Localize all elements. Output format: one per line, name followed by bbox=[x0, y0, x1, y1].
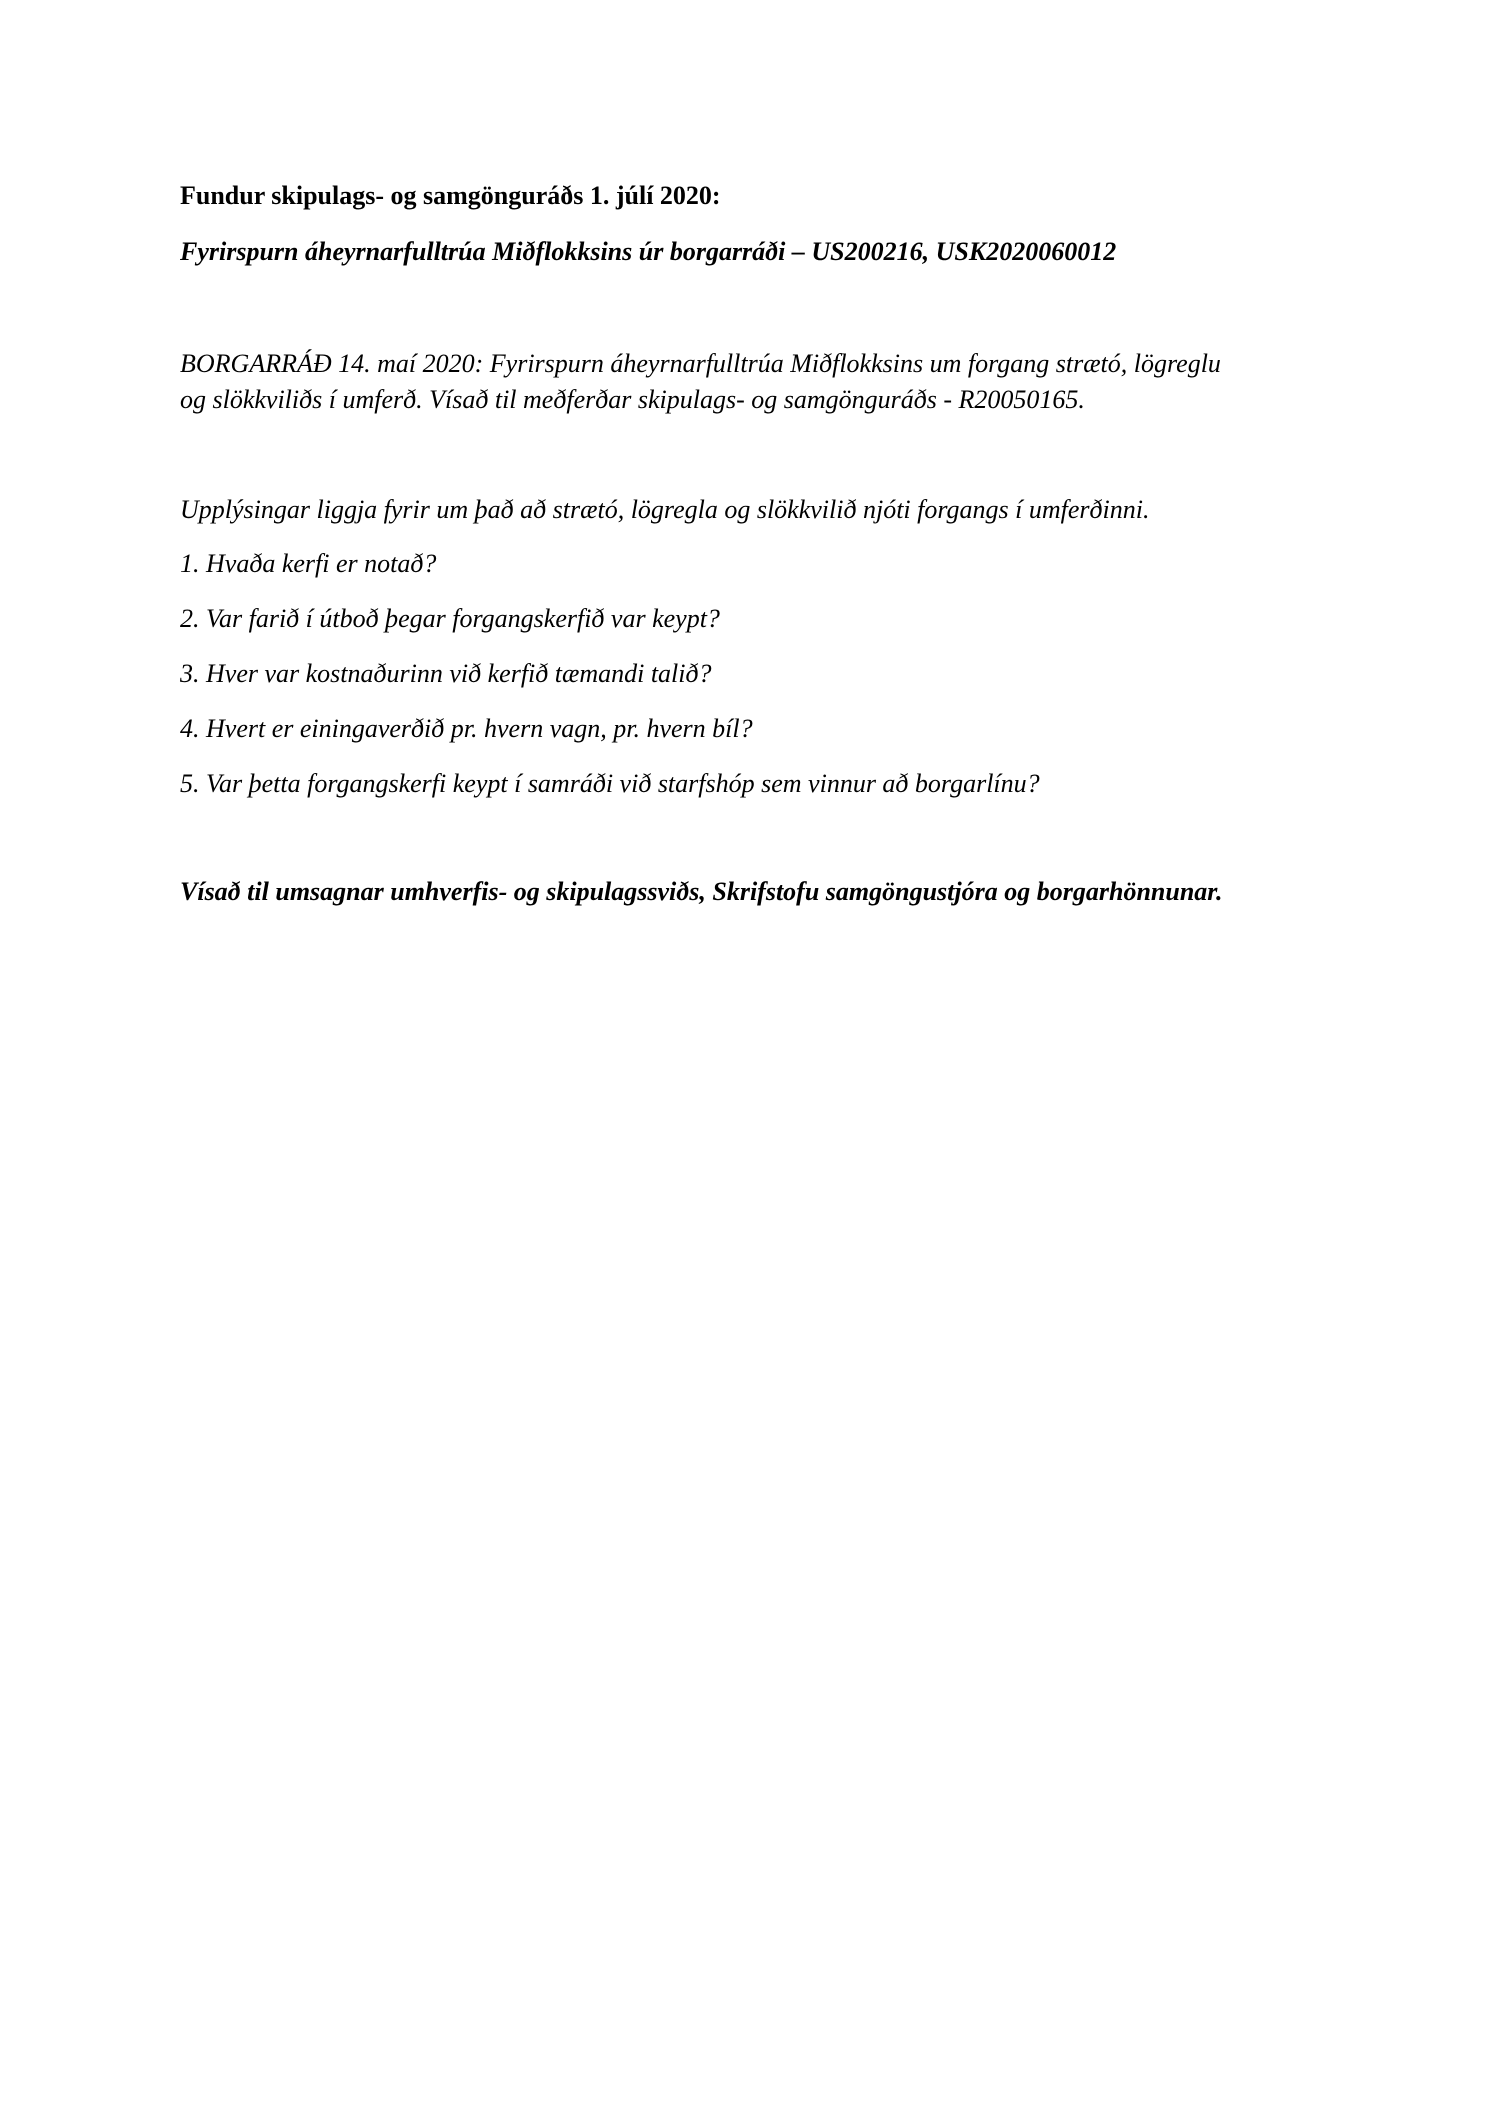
referral-paragraph bbox=[180, 346, 1340, 418]
document-body bbox=[180, 178, 1340, 910]
question-item: 2. Var farið í útboð þegar forgangskerfið var keypt? bbox=[180, 604, 720, 633]
inquiry-title: Fyrirspurn áheyrnarfulltrúa Miðflokksins úr borgarráði – US200216, USK2020060012 bbox=[180, 237, 1117, 266]
question-list bbox=[180, 546, 1340, 802]
question-item: 1. Hvaða kerfi er notað? bbox=[180, 549, 437, 578]
referral-line: og slökkviliðs í umferð. Vísað til meðferðar skipulags- og samgönguráðs - R20050165. bbox=[180, 385, 1085, 414]
meeting-heading: Fundur skipulags- og samgönguráðs 1. júlí 2020: bbox=[180, 181, 721, 210]
question-item: 5. Var þetta forgangskerfi keypt í samráði við starfshóp sem vinnur að borgarlínu? bbox=[180, 769, 1040, 798]
question-item: 3. Hver var kostnaðurinn við kerfið tæmandi talið? bbox=[180, 659, 712, 688]
referral-line: BORGARRÁÐ 14. maí 2020: Fyrirspurn áheyrnarfulltrúa Miðflokksins um forgang strætó, lögreglu bbox=[180, 349, 1221, 378]
question-item: 4. Hvert er einingaverðið pr. hvern vagn, pr. hvern bíl? bbox=[180, 714, 753, 743]
closing-statement: Vísað til umsagnar umhverfis- og skipulagssviðs, Skrifstofu samgöngustjóra og borgarhönnunar. bbox=[180, 877, 1223, 906]
intro-paragraph: Upplýsingar liggja fyrir um það að strætó, lögregla og slökkvilið njóti forgangs í umferðinni. bbox=[180, 495, 1150, 524]
